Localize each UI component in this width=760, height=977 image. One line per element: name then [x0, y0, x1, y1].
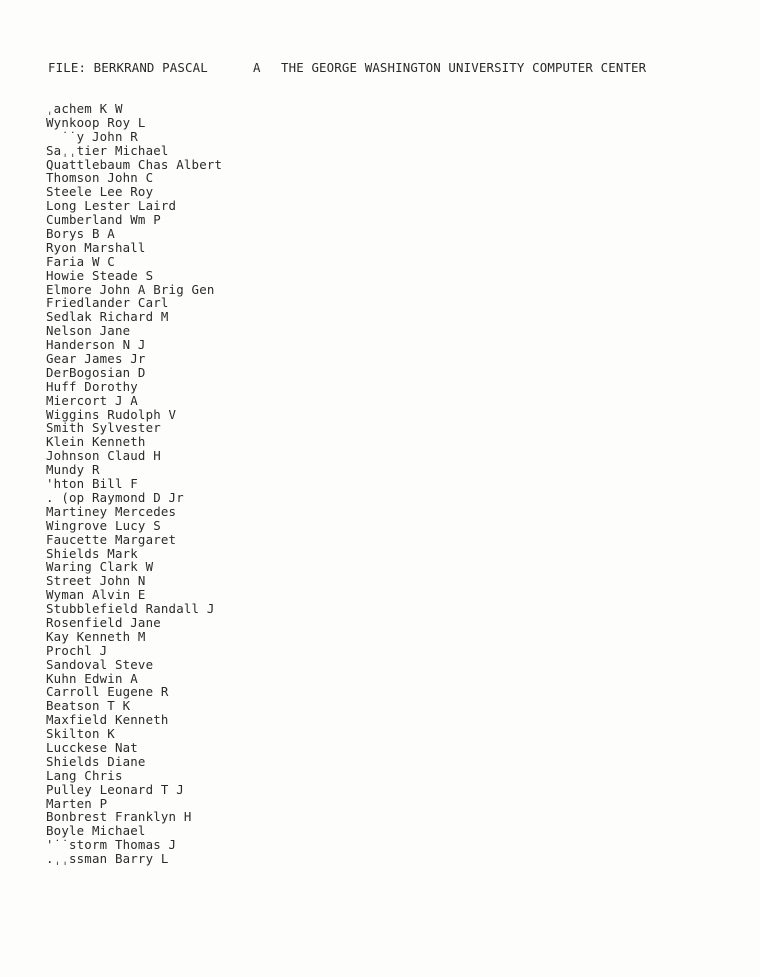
name-entry: Ryon Marshall	[46, 239, 146, 255]
name-entry: Boyle Michael	[46, 823, 146, 839]
name-entry: Faucette Margaret	[46, 531, 177, 547]
file-label: FILE: BERKRAND PASCAL	[48, 60, 208, 75]
name-entry: Gear James Jr	[46, 351, 146, 367]
name-entry: Prochl J	[46, 642, 108, 658]
name-entry: Howie Steade S	[46, 267, 154, 283]
name-entry: Skilton K	[46, 726, 115, 742]
name-entry: Lucckese Nat	[46, 739, 138, 755]
name-entry: 'hton Bill F	[46, 476, 138, 492]
name-entry: Huff Dorothy	[46, 378, 138, 394]
name-entry: Wyman Alvin E	[46, 587, 146, 603]
name-list	[46, 102, 222, 866]
name-entry: Friedlander Carl	[46, 295, 169, 311]
name-entry: Nelson Jane	[46, 323, 131, 339]
name-entry: Rosenfield Jane	[46, 614, 161, 630]
name-entry: Long Lester Laird	[46, 198, 177, 214]
name-entry: Borys B A	[46, 226, 115, 242]
name-entry: '˙˙storm Thomas J	[46, 837, 177, 853]
name-entry: Beatson T K	[46, 698, 131, 714]
name-entry: Carroll Eugene R	[46, 684, 169, 700]
name-entry: Wingrove Lucy S	[46, 517, 161, 533]
name-entry: Miercort J A	[46, 392, 138, 408]
name-entry: Wynkoop Roy L	[46, 114, 146, 130]
name-entry: Johnson Claud H	[46, 448, 161, 464]
name-entry: Kay Kenneth M	[46, 628, 146, 644]
name-entry: Marten P	[46, 795, 108, 811]
name-entry: Mundy R	[46, 462, 100, 478]
name-entry: Handerson N J	[46, 337, 146, 353]
institution-name: THE GEORGE WASHINGTON UNIVERSITY COMPUTER CENTER	[281, 60, 647, 75]
name-entry: Street John N	[46, 573, 146, 589]
name-entry: ˌachem K W	[46, 101, 123, 116]
name-entry: Waring Clark W	[46, 559, 154, 575]
name-entry: Wiggins Rudolph V	[46, 406, 177, 422]
name-entry: Elmore John A Brig Gen	[46, 281, 215, 297]
name-entry: Bonbrest Franklyn H	[46, 809, 192, 825]
name-entry: Steele Lee Roy	[46, 184, 154, 200]
name-entry: . (op Raymond D Jr	[46, 489, 184, 505]
name-entry: .ˌˌssman Barry L	[46, 851, 169, 867]
name-entry: Saˌˌtier Michael	[46, 142, 169, 158]
name-entry: Pulley Leonard T J	[46, 781, 184, 797]
name-entry: Sedlak Richard M	[46, 309, 169, 325]
name-entry: Shields Diane	[46, 753, 146, 769]
name-entry: DerBogosian D	[46, 364, 146, 380]
name-entry: ˙˙y John R	[46, 128, 138, 144]
name-entry: Quattlebaum Chas Albert	[46, 156, 223, 172]
document-header	[48, 61, 646, 75]
name-entry: Shields Mark	[46, 545, 138, 561]
file-code: A	[253, 60, 261, 75]
name-entry: Cumberland Wm P	[46, 212, 161, 228]
name-entry: Martiney Mercedes	[46, 503, 177, 519]
name-entry: Klein Kenneth	[46, 434, 146, 450]
name-entry: Lang Chris	[46, 767, 123, 783]
name-entry: Thomson John C	[46, 170, 154, 186]
name-entry: Maxfield Kenneth	[46, 712, 169, 728]
name-entry: Sandoval Steve	[46, 656, 154, 672]
name-entry: Stubblefield Randall J	[46, 601, 215, 617]
name-entry: Faria W C	[46, 253, 115, 269]
name-entry: Kuhn Edwin A	[46, 670, 138, 686]
name-entry: Smith Sylvester	[46, 420, 161, 436]
